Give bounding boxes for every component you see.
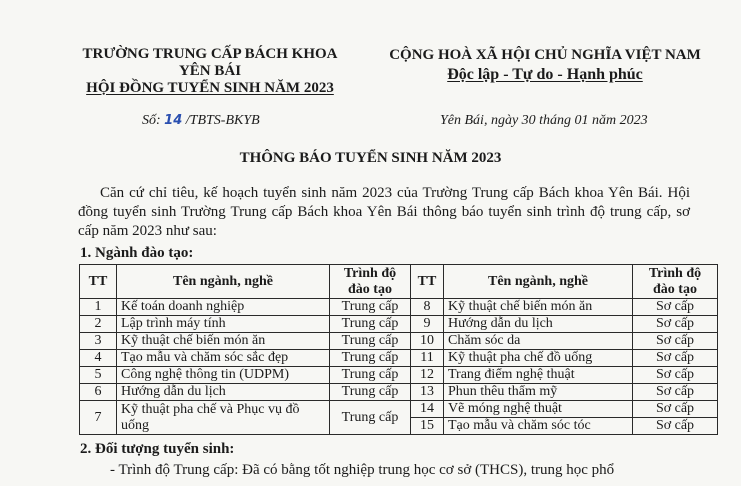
cell-tt: 3 bbox=[80, 333, 117, 350]
header-level: Trình độ đào tạo bbox=[330, 265, 411, 299]
cell-level: Trung cấp bbox=[330, 299, 411, 316]
cell-tt: 6 bbox=[80, 384, 117, 401]
table-row: 7 Kỹ thuật pha chế và Phục vụ đồ uống Trung cấp 14 Vẽ móng nghệ thuật Sơ cấp bbox=[80, 401, 718, 418]
cell-tt-2: 10 bbox=[411, 333, 444, 350]
school-location: YÊN BÁI bbox=[178, 63, 242, 79]
cell-name-2: Kỹ thuật chế biến món ăn bbox=[444, 299, 633, 316]
cell-level-2: Sơ cấp bbox=[633, 350, 718, 367]
cell-level-2: Sơ cấp bbox=[633, 384, 718, 401]
cell-tt-2: 8 bbox=[411, 299, 444, 316]
cell-level: Trung cấp bbox=[330, 333, 411, 350]
school-name: TRƯỜNG TRUNG CẤP BÁCH KHOA bbox=[82, 46, 338, 62]
header-tt-2: TT bbox=[411, 265, 444, 299]
table-row bbox=[80, 350, 718, 367]
table-row bbox=[80, 333, 718, 350]
national-header bbox=[360, 46, 730, 84]
header-level-2: Trình độ đào tạo bbox=[633, 265, 718, 299]
cell-name-2: Kỹ thuật pha chế đồ uống bbox=[444, 350, 633, 367]
cell-tt: 4 bbox=[80, 350, 117, 367]
cell-level: Trung cấp bbox=[330, 367, 411, 384]
council-name: HỘI ĐỒNG TUYỂN SINH NĂM 2023 bbox=[86, 80, 334, 96]
table-row bbox=[80, 316, 718, 333]
cell-name-2: Phun thêu thẩm mỹ bbox=[444, 384, 633, 401]
cell-level: Trung cấp bbox=[330, 316, 411, 333]
header-name: Tên ngành, nghề bbox=[117, 265, 330, 299]
table-header-row bbox=[80, 265, 718, 299]
cell-name-2: Trang điểm nghệ thuật bbox=[444, 367, 633, 384]
document-title: THÔNG BÁO TUYỂN SINH NĂM 2023 bbox=[239, 150, 502, 166]
cell-level-2: Sơ cấp bbox=[633, 367, 718, 384]
issuer-header bbox=[60, 46, 360, 97]
cell-name-2: Hướng dẫn du lịch bbox=[444, 316, 633, 333]
table-row: 15 Tạo mẫu và chăm sóc tóc Sơ cấp bbox=[80, 418, 718, 435]
table-row bbox=[80, 367, 718, 384]
cell-level: Trung cấp bbox=[330, 350, 411, 367]
handwritten-number: 14 bbox=[164, 113, 183, 128]
cell-name: Tạo mẫu và chăm sóc sắc đẹp bbox=[117, 350, 330, 367]
cell-name: Công nghệ thông tin (UDPM) bbox=[117, 367, 330, 384]
cell-level-2: Sơ cấp bbox=[633, 316, 718, 333]
cell-level-2: Sơ cấp bbox=[633, 333, 718, 350]
header-name-2: Tên ngành, nghề bbox=[444, 265, 633, 299]
cell-tt-2: 11 bbox=[411, 350, 444, 367]
date-line: Yên Bái, ngày 30 tháng 01 năm 2023 bbox=[440, 113, 648, 128]
reference-number: Số: 14 /TBTS-BKYB bbox=[142, 113, 260, 128]
cell-level-2: Sơ cấp bbox=[633, 299, 718, 316]
table-row bbox=[80, 299, 718, 316]
majors-table bbox=[79, 264, 718, 435]
national-motto: Độc lập - Tự do - Hạnh phúc bbox=[447, 66, 643, 83]
cell-tt-2: 12 bbox=[411, 367, 444, 384]
cell-level: Trung cấp bbox=[330, 384, 411, 401]
cell-name: Kỹ thuật chế biến món ăn bbox=[117, 333, 330, 350]
cell-name: Lập trình máy tính bbox=[117, 316, 330, 333]
eligibility-bullet: - Trình độ Trung cấp: Đã có bằng tốt nghiệp trung học cơ sở (THCS), trung học phổ bbox=[110, 462, 615, 478]
cell-tt-2: 9 bbox=[411, 316, 444, 333]
header-tt: TT bbox=[80, 265, 117, 299]
table-row bbox=[80, 384, 718, 401]
intro-paragraph: Căn cứ chỉ tiêu, kế hoạch tuyển sinh năm 2023 của Trường Trung cấp Bách khoa Yên Bái. Hội đồng tuyển sinh Trường Trung cấp Bách khoa Yên Bái thông báo tuyển sinh trình độ trung cấp, sơ cấp năm 2023 như sau: bbox=[78, 185, 690, 239]
cell-name: Hướng dẫn du lịch bbox=[117, 384, 330, 401]
cell-name-2: Chăm sóc da bbox=[444, 333, 633, 350]
cell-tt: 1 bbox=[80, 299, 117, 316]
country-name: CỘNG HOÀ XÃ HỘI CHỦ NGHĨA VIỆT NAM bbox=[389, 47, 701, 63]
section-heading-eligibility: 2. Đối tượng tuyển sinh: bbox=[80, 441, 235, 457]
cell-name: Kế toán doanh nghiệp bbox=[117, 299, 330, 316]
cell-tt: 2 bbox=[80, 316, 117, 333]
section-heading-majors: 1. Ngành đào tạo: bbox=[80, 245, 194, 261]
cell-tt: 5 bbox=[80, 367, 117, 384]
cell-tt-2: 13 bbox=[411, 384, 444, 401]
